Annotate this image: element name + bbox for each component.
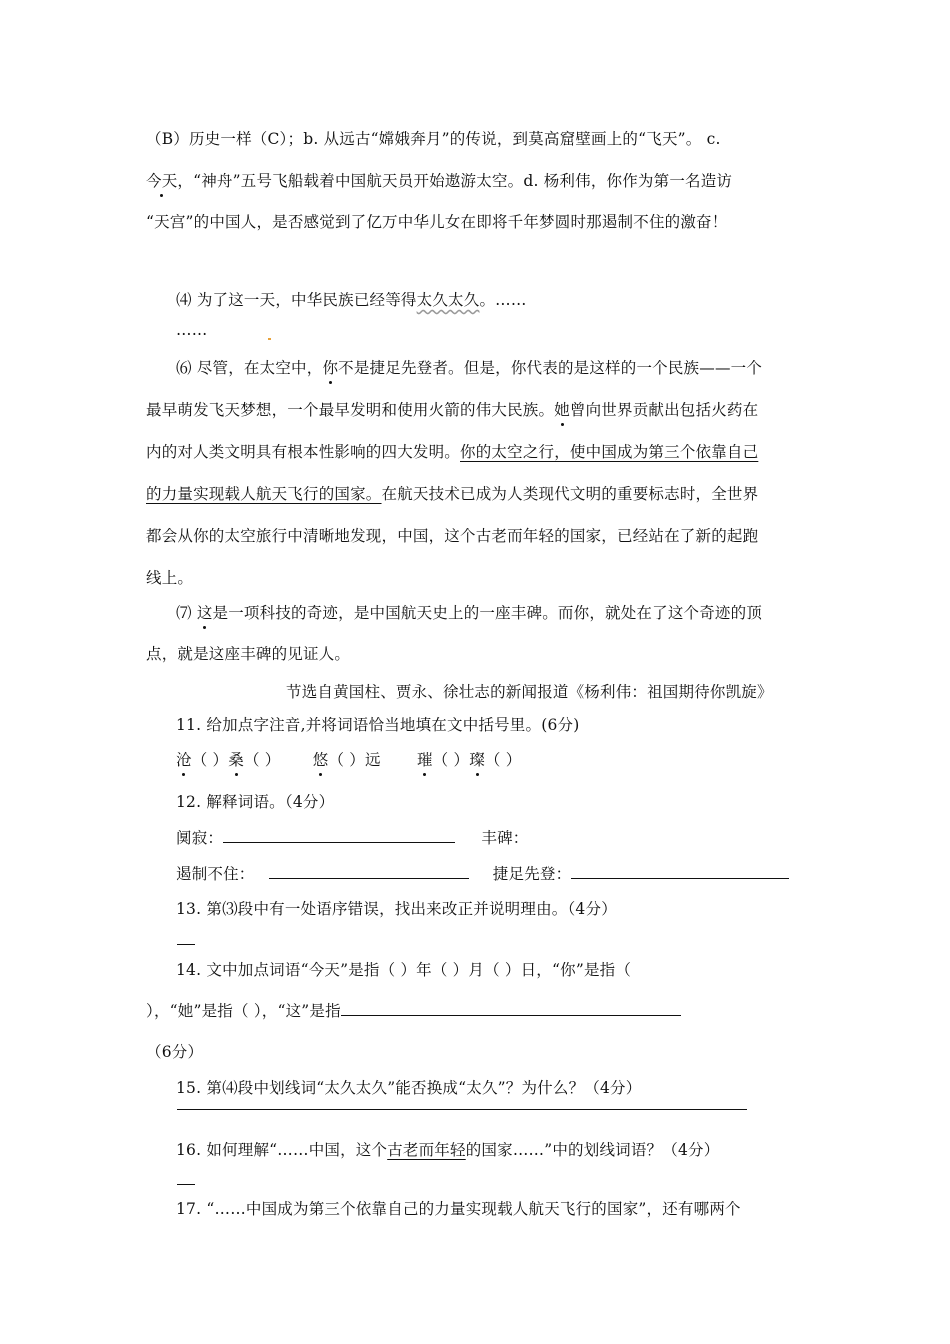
underlined-sentence-part-1: 你的太空之行，使中国成为第三个依靠自己 <box>460 443 759 461</box>
ellipsis-line <box>176 321 207 339</box>
term-qiji: 阒寂： <box>176 829 224 847</box>
question-12-row-1 <box>176 826 529 848</box>
question-14-text-1: 14. 文中加点词语“今天”是指（ ）年（ ）月（ ）日，“你”是指（ <box>176 961 632 979</box>
para-4-lead: ⑷ 为了这一天，中华民族已经等得 <box>176 291 417 309</box>
question-11 <box>176 713 579 735</box>
answer-dash-13[interactable] <box>177 944 195 945</box>
question-13 <box>176 897 617 919</box>
question-11-words <box>176 748 521 770</box>
answer-line-ezhibuzhu[interactable] <box>269 864 469 879</box>
dotted-char-you: 悠 <box>313 748 329 770</box>
question-17 <box>176 1197 741 1219</box>
para-4 <box>176 288 527 310</box>
question-14-line-1 <box>176 958 631 980</box>
para-4-tail: 。…… <box>479 291 527 309</box>
term-fengbei: 丰碑： <box>481 829 529 847</box>
para-6-line-3 <box>146 440 758 462</box>
source-attribution <box>286 680 773 702</box>
para-6-line-5 <box>146 524 758 546</box>
question-12-row-2 <box>176 862 789 884</box>
dotted-word-ta: 她 <box>554 398 570 420</box>
question-16-text-a: 16. 如何理解“……中国，这个 <box>176 1141 388 1159</box>
para-7-line-1 <box>176 601 762 623</box>
intro-line-2 <box>146 169 732 191</box>
para-7-line-2 <box>146 642 350 664</box>
intro-line-3 <box>146 210 727 232</box>
question-12-prompt: 12. 解释词语。（4分） <box>176 793 335 811</box>
para-6-line-6 <box>146 566 193 588</box>
question-14-line-2 <box>146 999 681 1021</box>
question-14-text-2: ），“她”是指（ ），“这”是指 <box>146 1002 341 1020</box>
answer-line-jiezuxiandeng[interactable] <box>571 864 789 879</box>
question-16 <box>176 1138 719 1160</box>
para-6-text-2a: 最早萌发飞天梦想，一个最早发明和使用火箭的伟大民族。 <box>146 401 555 419</box>
intro-line-1 <box>146 127 721 149</box>
stray-mark <box>268 338 271 340</box>
question-15 <box>176 1076 641 1098</box>
pinyin-blank-4[interactable]: （ ） <box>432 751 470 769</box>
dotted-word-jintian: 今天 <box>146 169 177 191</box>
source-text: 节选自黄国柱、贾永、徐壮志的新闻报道《杨利伟：祖国期待你凯旋》 <box>286 683 773 701</box>
answer-line-qiji[interactable] <box>223 828 455 843</box>
answer-line-14[interactable] <box>341 1001 681 1016</box>
para-6-text-3a: 内的对人类文明具有根本性影响的四大发明。 <box>146 443 461 461</box>
intro-text-3: “天宫”的中国人，是否感觉到了亿万中华儿女在即将千年梦圆时那遏制不住的激奋！ <box>146 213 728 231</box>
para-6-text-2b: 曾向世界贡献出包括火药在 <box>569 401 759 419</box>
dotted-char-cui: 璀 <box>417 748 433 770</box>
para-6-line-4 <box>146 482 758 504</box>
answer-dash-16[interactable] <box>177 1184 195 1185</box>
pinyin-blank-1[interactable]: （ ） <box>191 751 229 769</box>
dotted-char-cang: 沧 <box>176 748 192 770</box>
question-17-prompt: 17. “……中国成为第三个依靠自己的力量实现载人航天飞行的国家”，还有哪两个 <box>176 1200 741 1218</box>
intro-text-2: ，“神舟”五号飞船载着中国航天员开始遨游太空。d. 杨利伟，你作为第一名造访 <box>177 172 733 190</box>
char-yuan: 远 <box>364 751 381 769</box>
para-7-text-1b: 是一项科技的奇迹，是中国航天史上的一座丰碑。而你，就处在了这个奇迹的顶 <box>212 604 763 622</box>
para-6-line-2 <box>146 398 758 420</box>
question-16-text-b: 的国家……”中的划线词语？（4分） <box>465 1141 720 1159</box>
question-13-prompt: 13. 第⑶段中有一处语序错误，找出来改正并说明理由。（4分） <box>176 900 617 918</box>
answer-line-15[interactable] <box>177 1109 747 1110</box>
para-7-text-1a: ⑺ <box>176 604 197 622</box>
ellipsis-text: …… <box>176 321 208 339</box>
para-6-text-1b: 不是捷足先登者。但是，你代表的是这样的一个民族——一个 <box>338 359 763 377</box>
question-12 <box>176 790 334 812</box>
underlined-phrase-gulao: 古老而年轻 <box>387 1141 466 1159</box>
question-14-score: （6分） <box>146 1043 204 1061</box>
term-ezhibuzhu: 遏制不住： <box>176 865 255 883</box>
pinyin-blank-5[interactable]: （ ） <box>484 751 522 769</box>
para-6-text-1a: ⑹ 尽管，在太空中， <box>176 359 323 377</box>
dotted-word-ni: 你 <box>322 356 338 378</box>
question-11-prompt: 11. 给加点字注音,并将词语恰当地填在文中括号里。(6分) <box>176 716 580 734</box>
para-6-text-6: 线上。 <box>146 569 194 587</box>
para-6-text-4b: 在航天技术已成为人类现代文明的重要标志时，全世界 <box>381 485 759 503</box>
pinyin-blank-3[interactable]: （ ） <box>328 751 365 769</box>
pinyin-blank-2[interactable]: （ ） <box>243 751 281 769</box>
question-15-prompt: 15. 第⑷段中划线词“太久太久”能否换成“太久”？为什么？（4分） <box>176 1079 642 1097</box>
question-14-line-3 <box>146 1040 203 1062</box>
underlined-sentence-part-2: 的力量实现载人航天飞行的国家。 <box>146 485 382 503</box>
para-6-line-1 <box>176 356 762 378</box>
para-7-text-2: 点，就是这座丰碑的见证人。 <box>146 645 351 663</box>
dotted-word-zhe: 这 <box>197 601 213 623</box>
para-6-text-5: 都会从你的太空旅行中清晰地发现，中国，这个古老而年轻的国家，已经站在了新的起跑 <box>146 527 759 545</box>
dotted-char-can: 璨 <box>469 748 485 770</box>
dotted-char-sang: 桑 <box>228 748 244 770</box>
intro-text-1: （B）历史一样（C）；b. 从远古“嫦娥奔月”的传说，到莫高窟壁画上的“飞天”。 c. <box>146 130 721 148</box>
term-jiezuxiandeng: 捷足先登： <box>492 865 572 883</box>
wavy-underline-phrase: 太久太久 <box>416 291 480 309</box>
